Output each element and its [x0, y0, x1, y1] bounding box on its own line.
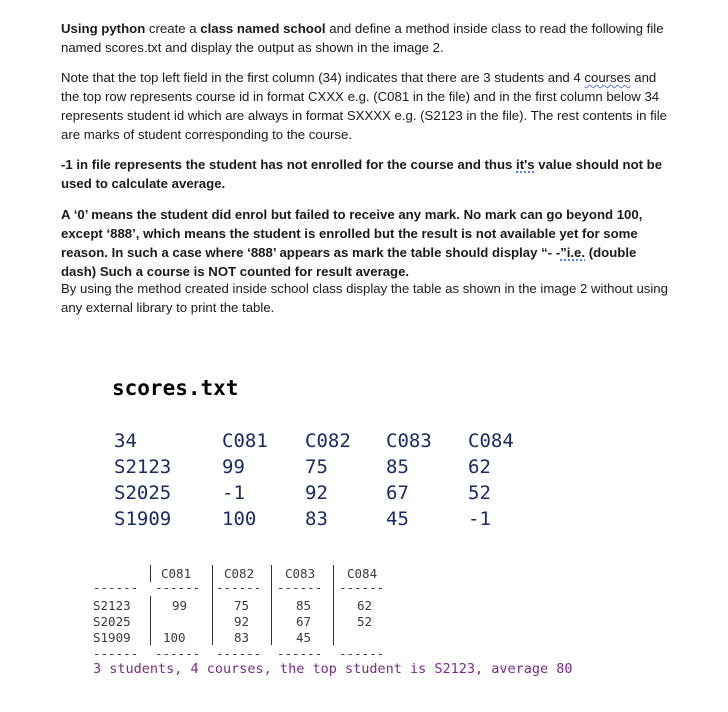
file-cell: 99 — [222, 456, 245, 478]
mark-cell: 100 — [163, 630, 186, 645]
table-separator — [271, 565, 272, 645]
column-header: C081 — [161, 566, 192, 581]
table-rule: ------ — [339, 580, 385, 595]
file-cell: -1 — [468, 508, 491, 530]
text: (double dash) Such a course is NOT counted for result average. — [61, 245, 637, 279]
paragraph-intro — [61, 19, 671, 57]
text: Note that the top left field in the first column (34) indicates that there are 3 students and 4 — [61, 70, 585, 85]
mark-cell: 45 — [296, 630, 312, 645]
mark-cell: 62 — [357, 598, 373, 613]
file-cell: C084 — [468, 430, 514, 452]
text: and the top row represents course id in format CXXX e.g. (C081 in the file) and in the first column below 34 represents student id which are always in format SXXXX e.g. (S2123 in the file). The rest contents in file are marks of student corresponding to the course. — [61, 70, 667, 142]
mark-cell: 85 — [296, 598, 312, 613]
file-cell: 83 — [305, 508, 328, 530]
table-rule: ------ — [216, 580, 262, 595]
table-rule: ------ — [277, 646, 323, 661]
column-header: C082 — [224, 566, 255, 581]
table-separator — [150, 596, 151, 645]
paragraph-display-instructions — [61, 279, 671, 317]
mark-cell: 92 — [234, 614, 250, 629]
text: By using the method created inside school class display the table as shown in the image 2 without using any external library to print the table. — [61, 281, 668, 315]
file-cell: C081 — [222, 430, 268, 452]
paragraph-minus-one — [61, 155, 671, 193]
column-header: C084 — [347, 566, 378, 581]
file-cell: C083 — [386, 430, 432, 452]
file-cell: 45 — [386, 508, 409, 530]
text: A ‘0’ means the student did enrol but failed to receive any mark. No mark can go beyond 100, except ‘888’, which means the student is enrolled but the result is not available yet for some reason. In such a case where ‘888’ appears as mark the table should display “- - — [61, 207, 643, 260]
table-rule: ------ — [93, 580, 139, 595]
paragraph-file-format — [61, 68, 671, 144]
table-rule: ------ — [277, 580, 323, 595]
file-cell: 34 — [114, 430, 137, 452]
file-cell: 75 — [305, 456, 328, 478]
table-rule: ------ — [155, 646, 201, 661]
spellcheck-courses: courses — [584, 70, 631, 85]
paragraph-zero-888 — [61, 205, 671, 281]
table-separator — [333, 565, 334, 645]
file-cell: 85 — [386, 456, 409, 478]
text: value should not be used to calculate average. — [61, 157, 663, 191]
file-cell: 92 — [305, 482, 328, 504]
mark-cell: 99 — [172, 598, 188, 613]
mark-cell: 67 — [296, 614, 312, 629]
student-id: S2025 — [93, 614, 131, 629]
column-header: C083 — [285, 566, 316, 581]
file-cell: 52 — [468, 482, 491, 504]
file-cell: S1909 — [114, 508, 172, 530]
file-cell: S2123 — [114, 456, 172, 478]
file-cell: 62 — [468, 456, 491, 478]
table-separator — [212, 565, 213, 645]
table-rule: ------ — [93, 646, 139, 661]
table-separator — [150, 565, 151, 582]
file-cell: 67 — [386, 482, 409, 504]
mark-cell: 52 — [357, 614, 373, 629]
grammar-ie: ”i.e. — [560, 245, 586, 260]
bold-class-named-school: class named school — [200, 21, 326, 36]
mark-cell: 75 — [234, 598, 250, 613]
mark-cell: 83 — [234, 630, 250, 645]
student-id: S2123 — [93, 598, 131, 613]
text: create a — [145, 21, 201, 36]
text: -1 in file represents the student has not enrolled for the course and thus — [61, 157, 517, 172]
bold-using-python: Using python — [61, 21, 146, 36]
file-cell: 100 — [222, 508, 257, 530]
file-title: scores.txt — [112, 376, 239, 400]
file-cell: S2025 — [114, 482, 172, 504]
file-cell: -1 — [222, 482, 245, 504]
student-id: S1909 — [93, 630, 131, 645]
output-summary: 3 students, 4 courses, the top student is S2123, average 80 — [93, 661, 573, 677]
table-rule: ------ — [155, 580, 201, 595]
grammar-its: it's — [516, 157, 535, 172]
text: and define a method inside class to read the following file named scores.txt and display the output as shown in the image 2. — [61, 21, 664, 55]
file-cell: C082 — [305, 430, 351, 452]
table-rule: ------ — [216, 646, 262, 661]
table-rule: ------ — [339, 646, 385, 661]
